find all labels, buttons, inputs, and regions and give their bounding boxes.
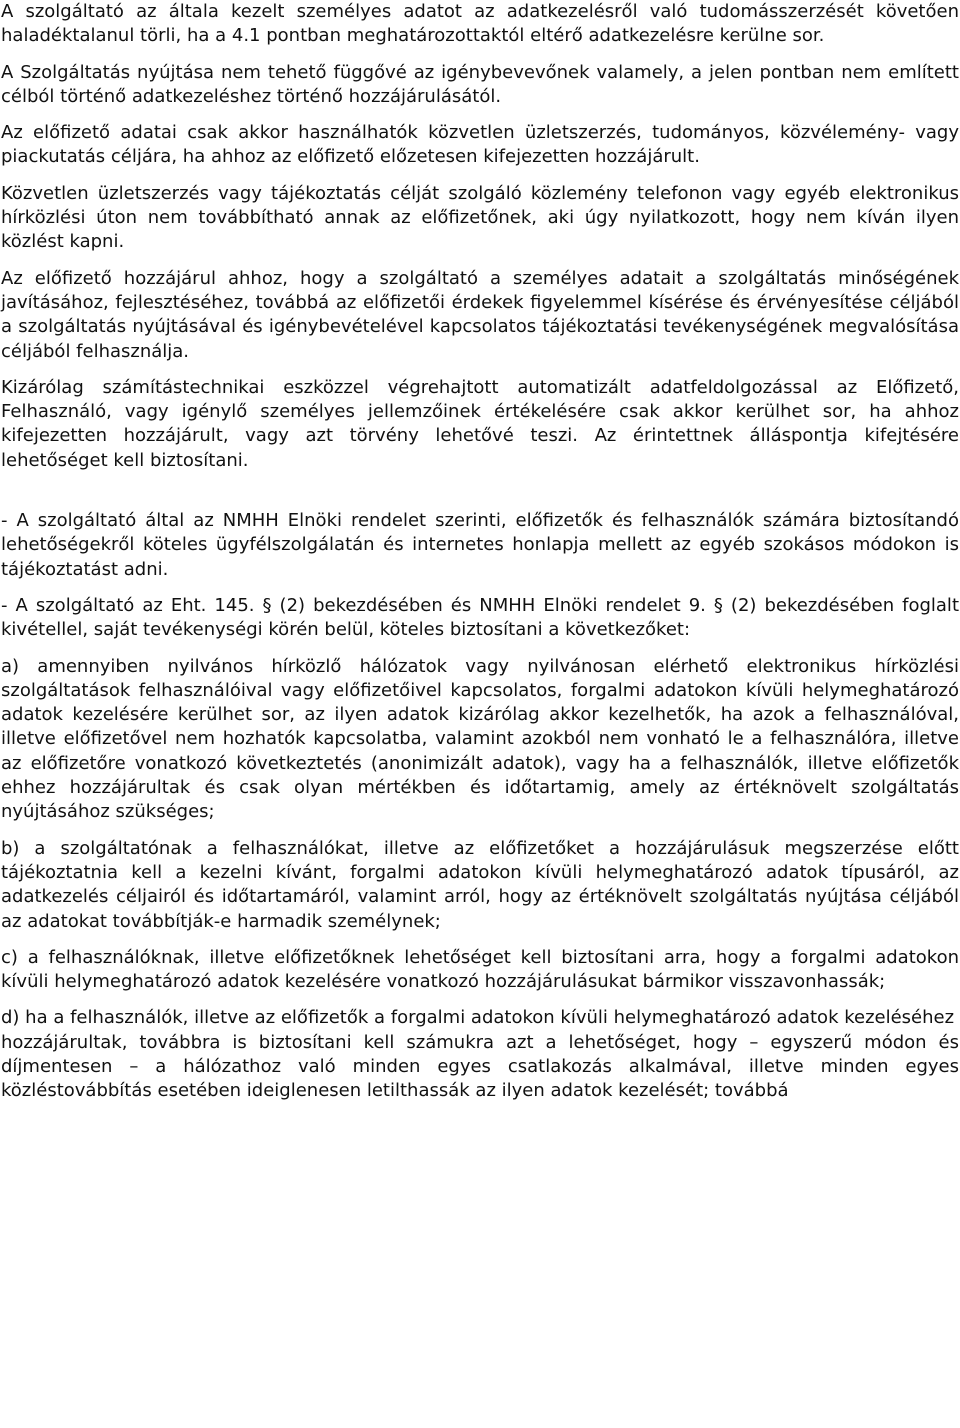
list-item-a: a) amennyiben nyilvános hírközlő hálózatok vagy nyilvánosan elérhető elektronikus hírközlési szolgáltatások felhasználóival vagy előfizetőivel kapcsolatos, forgalmi adatokon kívüli helymeghatározó adatok kezelésére kerülhet sor, az ilyen adatok kizárólag akkor kezelhetők, ha azok a felhasználóval, illetve előfizetővel nem hozhatók kapcsolatba, valamint azokból nem vonható le a felhasználóra, illetve az előfizetőre vonatkozó következtetés (anonimizált adatok), vagy ha a felhasználók, illetve előfizetők ehhez hozzájárultak és csak olyan mértékben és időtartamig, amely az értéknövelt szolgáltatás nyújtásához szükséges; <box>1 655 959 823</box>
paragraph-service-quality: Az előfizető hozzájárul ahhoz, hogy a szolgáltató a személyes adatait a szolgáltatás minőségének javításához, fejlesztéséhez, továbbá az előfizetői érdekek figyelemmel kísérése és érvényesítése céljából a szolgáltatás nyújtásával és igénybevételével kapcsolatos tájékoztatási tevékenységének megvalósítása céljából felhasználja. <box>1 267 959 362</box>
paragraph-service-consent: A Szolgáltatás nyújtása nem tehető függővé az igénybevevőnek valamely, a jelen pontban nem említett célból történő adatkezeléshez történő hozzájárulásától. <box>1 61 959 107</box>
list-item-d-continuation: hozzájárultak, továbbra is biztosítani kell számukra azt a lehetőséget, hogy – egyszerű módon és díjmentesen – a hálózathoz való minden egyes csatlakozás alkalmával, illetve minden egyes közléstovábbítás esetében ideiglenesen letilthassák az ilyen adatok kezelését; továbbá <box>1 1031 959 1102</box>
paragraph-eht-obligations: - A szolgáltató az Eht. 145. § (2) bekezdésében és NMHH Elnöki rendelet 9. § (2) bekezdésében foglalt kivétellel, saját tevékenységi körén belül, köteles biztosítani a következőket: <box>1 594 959 641</box>
list-item-c: c) a felhasználóknak, illetve előfizetőknek lehetőséget kell biztosítani arra, hogy a forgalmi adatokon kívüli helymeghatározó adatok kezelésére vonatkozó hozzájárulásukat bármikor visszavonhassák; <box>1 946 959 993</box>
document-page <box>1 0 959 1104</box>
paragraph-nmhh-information: - A szolgáltató által az NMHH Elnöki rendelet szerinti, előfizetők és felhasználók számára biztosítandó lehetőségekről köteles ügyfélszolgálatán és internetes honlapja mellett az egyéb szokásos módokon is tájékoztatást adni. <box>1 510 959 580</box>
list-item-b: b) a szolgáltatónak a felhasználókat, illetve az előfizetőket a hozzájárulásuk megszerzése előtt tájékoztatnia kell a kezelni kívánt, forgalmi adatokon kívüli helymeghatározó adatok típusáról, az adatkezelés céljairól és időtartamáról, valamint arról, hogy az értéknövelt szolgáltatás nyújtása céljából az adatokat továbbítják-e harmadik személynek; <box>1 837 959 932</box>
paragraph-direct-marketing: Közvetlen üzletszerzés vagy tájékoztatás célját szolgáló közlemény telefonon vagy egyéb elektronikus hírközlési úton nem továbbítható annak az előfizetőnek, aki úgy nyilatkozott, hogy nem kíván ilyen közlést kapni. <box>1 182 959 253</box>
list-item-d-first-line: d) ha a felhasználók, illetve az előfizetők a forgalmi adatokon kívüli helymeghatározó adatok kezeléséhez <box>1 1007 955 1029</box>
paragraph-automated-processing: Kizárólag számítástechnikai eszközzel végrehajtott automatizált adatfeldolgozással az Előfizető, Felhasználó, vagy igénylő személyes jellemzőinek értékelésére csak akkor kerülhet sor, ha ahhoz kifejezetten hozzájárult, vagy azt törvény lehetővé teszi. Az érintettnek álláspontja kifejtésére lehetőséget kell biztosítani. <box>1 376 959 471</box>
paragraph-subscriber-data-use: Az előfizető adatai csak akkor használhatók közvetlen üzletszerzés, tudományos, közvélemény- vagy piackutatás céljára, ha ahhoz az előfizető előzetesen kifejezetten hozzájárult. <box>1 122 959 168</box>
paragraph-data-deletion: A szolgáltató az általa kezelt személyes adatot az adatkezelésről való tudomásszerzését követően haladéktalanul törli, ha a 4.1 pontban meghatározottaktól eltérő adatkezelésre kerülne sor. <box>1 1 959 47</box>
